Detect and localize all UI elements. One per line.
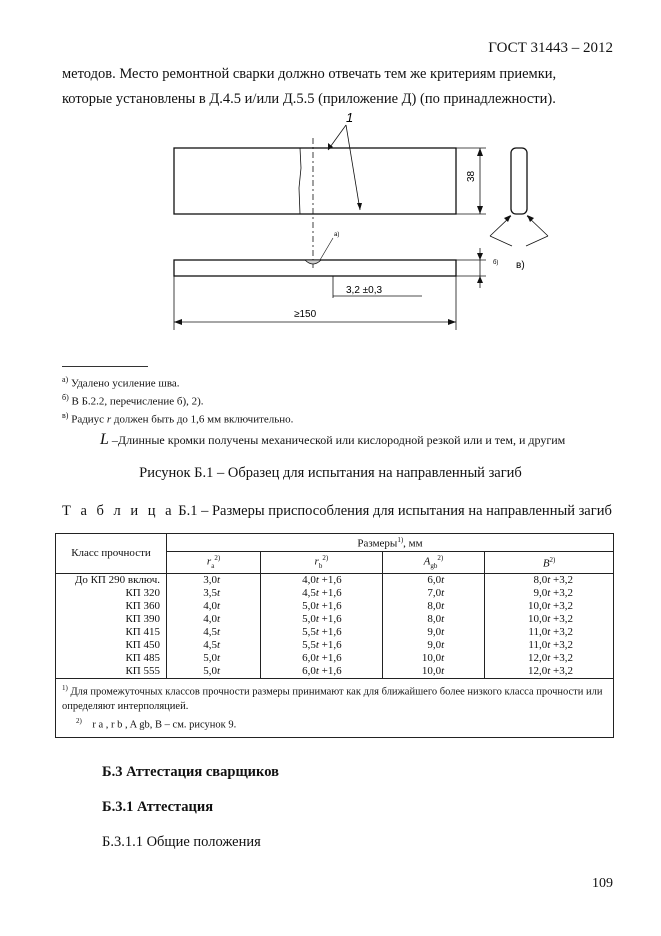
- dim-38: 38: [466, 170, 477, 182]
- dim-thickness: 3,2 ±0,3: [346, 285, 383, 296]
- weld-zone-line: [299, 148, 301, 214]
- class-header: Класс прочности: [56, 534, 167, 574]
- section-b311-heading: Б.3.1.1 Общие положения: [102, 834, 261, 850]
- col-rb: $r_b^{2)}$: [261, 551, 383, 573]
- col-ra: $r_a^{2)}$: [167, 551, 261, 573]
- footnote-rule: [62, 366, 148, 367]
- footnote-v: $^{в)}$ Радиус r должен быть до 1,6 мм включительно.: [62, 411, 294, 426]
- table-row: КП 485 5,0t 6,0t +1,6 10,0t 12,0t +3,2: [56, 652, 614, 665]
- table-row: До КП 290 включ. 3,0t 4,0t +1,6 6,0t 8,0t +3,2: [56, 573, 614, 587]
- page-number: 109: [592, 876, 613, 891]
- intro-line-2: которые установлены в Д.4.5 и/или Д.5.5 (приложение Д) (по принадлежности).: [62, 91, 556, 107]
- footnote-a: $^{а)}$ Удалено усиление шва.: [62, 375, 180, 390]
- table-row: КП 555 5,0t 6,0t +1,6 10,0t 12,0t +3,2: [56, 665, 614, 679]
- table-note-1: $^{1)}$ Для промежуточных классов прочности размеры принимают как для ближайшего более низкого класса прочности или определяют интерполяцией.: [62, 683, 603, 712]
- footnote-L: L –Длинные кромки получены механической или кислородной резкой или и тем, и другим: [100, 431, 566, 448]
- intro-line-1: методов. Место ремонтной сварки должно отвечать тем же критериям приемки,: [62, 66, 557, 82]
- mark-b: б): [493, 260, 499, 266]
- dimensions-group-header: Размеры$^{1)}$, мм: [167, 534, 614, 552]
- table-title: Т а б л и ц а Б.1 – Размеры приспособления для испытания на направленный загиб: [62, 503, 612, 519]
- table-row: КП 390 4,0t 5,0t +1,6 8,0t 10,0t +3,2: [56, 613, 614, 626]
- mark-a: а): [334, 232, 340, 238]
- table-row: КП 415 4,5t 5,5t +1,6 9,0t 11,0t +3,2: [56, 626, 614, 639]
- table-row: КП 320 3,5t 4,5t +1,6 7,0t 9,0t +3,2: [56, 587, 614, 600]
- dimensions-table: [55, 533, 614, 738]
- table-row: КП 450 4,5t 5,5t +1,6 9,0t 11,0t +3,2: [56, 639, 614, 652]
- table-note-2: $^{2)}$ r a , r b , A gb, B – см. рисунок 9.: [76, 717, 237, 731]
- section-b3-heading: Б.3 Аттестация сварщиков: [102, 764, 279, 780]
- figure-title: Рисунок Б.1 – Образец для испытания на направленный загиб: [139, 465, 522, 481]
- table-row: КП 360 4,0t 5,0t +1,6 8,0t 10,0t +3,2: [56, 600, 614, 613]
- section-b31-heading: Б.3.1 Аттестация: [102, 799, 214, 815]
- specimen-drawing: [150, 108, 560, 338]
- standard-code: ГОСТ 31443 – 2012: [488, 40, 613, 56]
- table-notes: [56, 678, 614, 737]
- specimen-top-view: [174, 148, 456, 214]
- mark-v: в): [516, 260, 525, 271]
- label-1: 1: [346, 110, 354, 125]
- dim-length: ≥150: [294, 309, 317, 320]
- footnote-b: $^{б)}$ В Б.2.2, перечисление б), 2).: [62, 393, 204, 408]
- col-B: $B^{2)}$: [485, 551, 614, 573]
- col-agb: $A_{gb}^{2)}$: [382, 551, 485, 573]
- specimen-cross-section: [511, 148, 527, 214]
